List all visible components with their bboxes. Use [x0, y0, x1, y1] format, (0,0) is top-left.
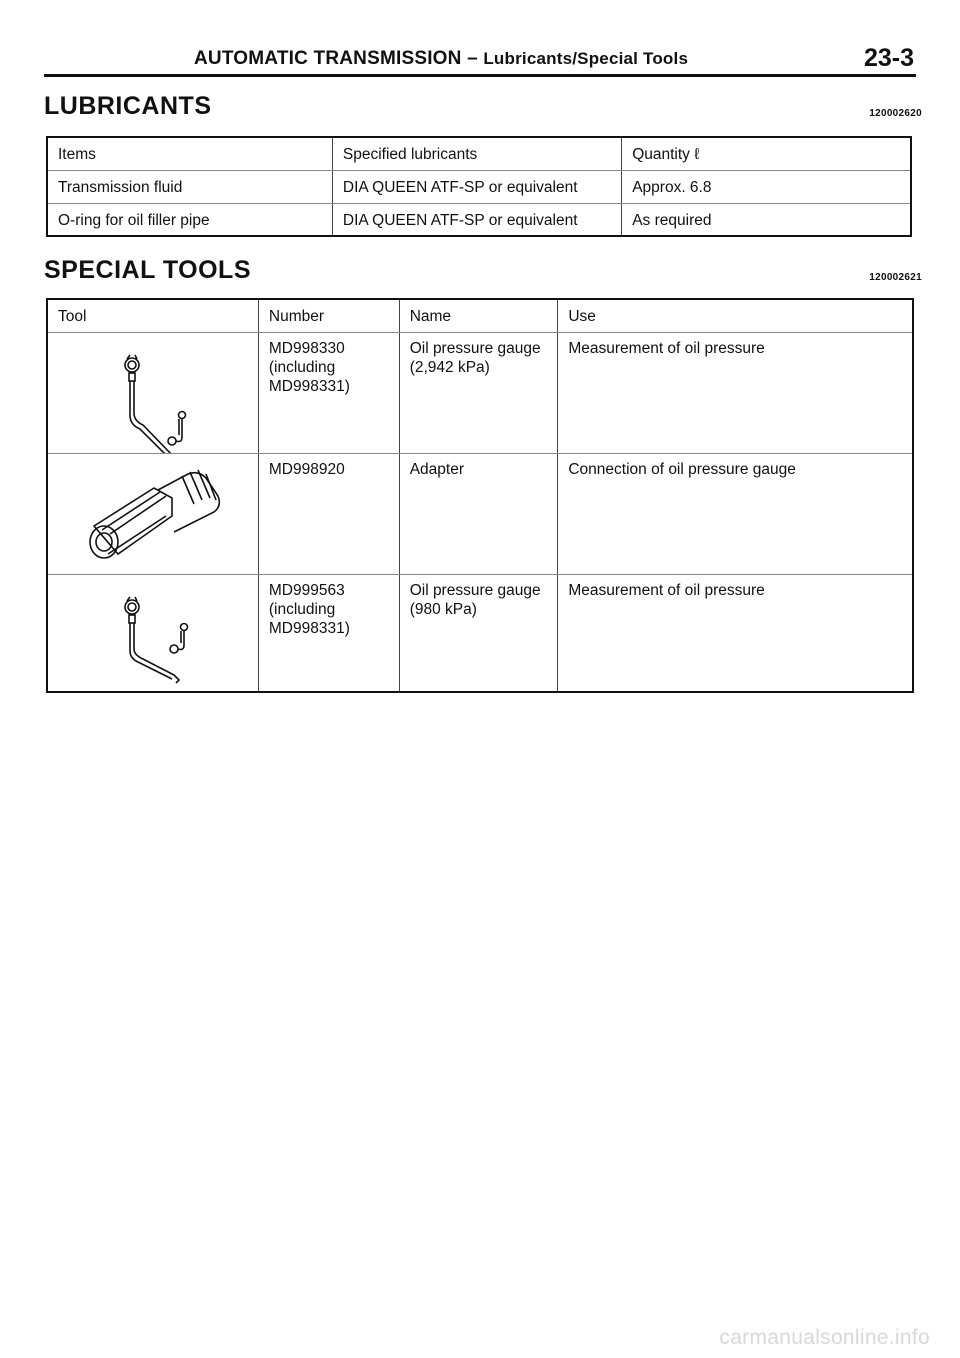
- tool-image-cell: [47, 574, 258, 692]
- column-header: Tool: [47, 299, 258, 332]
- table-row: [47, 332, 913, 453]
- tool-number: MD999563: [268, 581, 345, 599]
- tool-name-cell: [399, 332, 558, 453]
- tool-name-spec: (980 kPa): [409, 600, 477, 618]
- table-cell: DIA QUEEN ATF-SP or equivalent: [332, 203, 621, 236]
- column-header: Name: [399, 299, 558, 332]
- lubricants-heading: LUBRICANTS: [44, 92, 212, 120]
- title-separator: –: [467, 48, 478, 69]
- table-header-row: [47, 299, 913, 332]
- table-row: [47, 203, 911, 236]
- tool-number-note: (including: [268, 358, 336, 376]
- column-header: Number: [258, 299, 399, 332]
- tool-name-cell: [399, 574, 558, 692]
- column-header: Quantity ℓ: [622, 137, 911, 170]
- oil-pressure-gauge-icon: [48, 575, 260, 691]
- table-header-row: [47, 137, 911, 170]
- tool-use-cell: Connection of oil pressure gauge: [558, 453, 913, 574]
- column-header: Use: [558, 299, 913, 332]
- title-sub: Lubricants/Special Tools: [483, 49, 689, 68]
- page-number: 23-3: [863, 44, 914, 72]
- tool-use-cell: Measurement of oil pressure: [568, 581, 765, 599]
- table-row: [47, 170, 911, 203]
- table-cell: Transmission fluid: [47, 170, 332, 203]
- tool-number: MD998920: [268, 460, 345, 478]
- tool-name: Oil pressure gauge: [409, 339, 541, 357]
- table-cell: As required: [632, 211, 712, 229]
- special-tools-heading: SPECIAL TOOLS: [44, 256, 252, 284]
- table-cell: Approx. 6.8: [622, 170, 911, 203]
- tool-image-cell: [47, 453, 258, 574]
- tool-number-cell: [258, 332, 399, 453]
- column-header: Specified lubricants: [332, 137, 621, 170]
- adapter-icon: [48, 454, 260, 574]
- watermark: carmanualsonline.info: [719, 1326, 930, 1349]
- table-row: [47, 453, 913, 574]
- special-tools-code: 120002621: [869, 272, 922, 283]
- tool-name-spec: (2,942 kPa): [409, 358, 490, 376]
- table-cell: DIA QUEEN ATF-SP or equivalent: [332, 170, 621, 203]
- page-title: [194, 48, 688, 70]
- tool-name: Oil pressure gauge: [409, 581, 541, 599]
- lubricants-code: 120002620: [869, 108, 922, 119]
- tool-use-cell: Measurement of oil pressure: [558, 332, 913, 453]
- tool-number-note: MD998331): [268, 377, 350, 395]
- tool-number-cell: [258, 574, 399, 692]
- tool-number-note: (including: [268, 600, 336, 618]
- tool-number-note: MD998331): [268, 619, 350, 637]
- table-cell: O-ring for oil filler pipe: [47, 203, 332, 236]
- tool-name: Adapter: [409, 460, 464, 478]
- tool-image-cell: [47, 332, 258, 453]
- tool-number-cell: [258, 453, 399, 574]
- special-tools-table: [46, 298, 914, 693]
- tool-name-cell: [399, 453, 558, 574]
- column-header: Items: [47, 137, 332, 170]
- table-row: [47, 574, 913, 692]
- oil-pressure-gauge-icon: [48, 333, 260, 453]
- tool-number: MD998330: [268, 339, 345, 357]
- title-main: AUTOMATIC TRANSMISSION: [194, 48, 462, 69]
- lubricants-table: [46, 136, 912, 237]
- header-bar: [44, 44, 914, 78]
- header-rule: [44, 74, 916, 77]
